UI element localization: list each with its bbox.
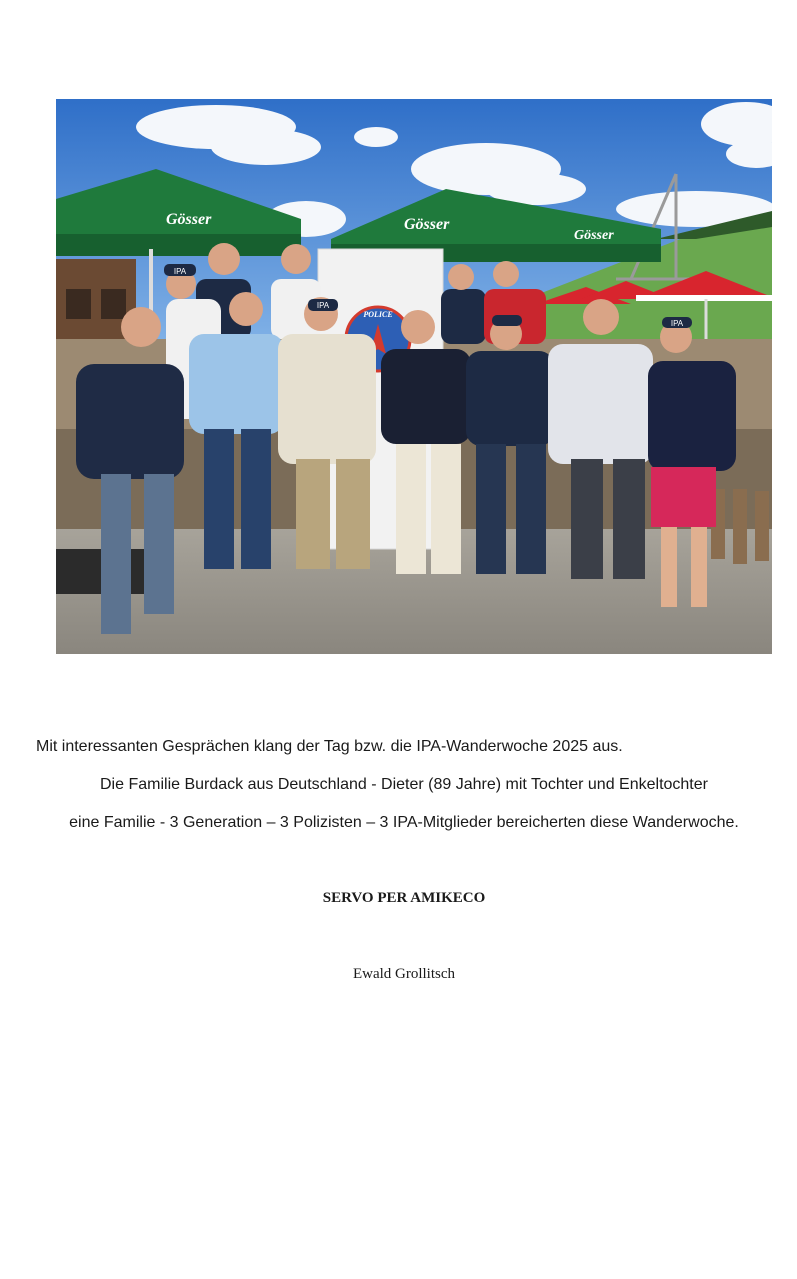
motto: SERVO PER AMIKECO — [322, 890, 486, 906]
group-photo — [56, 99, 772, 654]
banner-label: POLICE — [363, 310, 393, 319]
umbrella-brand-middle: Gösser — [404, 216, 450, 233]
cap-label-1: IPA — [173, 267, 187, 276]
umbrella-brand-left: Gösser — [166, 211, 212, 228]
author-name: Ewald Grollitsch — [352, 966, 456, 982]
caption-line-1: Mit interessanten Gesprächen klang der Tag bzw. die IPA-Wanderwoche 2025 aus. — [36, 738, 623, 755]
log-fence — [711, 489, 769, 564]
cap-label-2: IPA — [316, 301, 330, 310]
caption-line-2: Die Familie Burdack aus Deutschland - Dieter (89 Jahre) mit Tochter und Enkeltochter — [100, 776, 708, 793]
umbrella-brand-right: Gösser — [574, 228, 614, 243]
caption-line-3: eine Familie - 3 Generation – 3 Polizisten – 3 IPA-Mitglieder bereicherten diese Wanderwoche. — [69, 814, 739, 831]
cap-label-3: IPA — [670, 319, 684, 328]
